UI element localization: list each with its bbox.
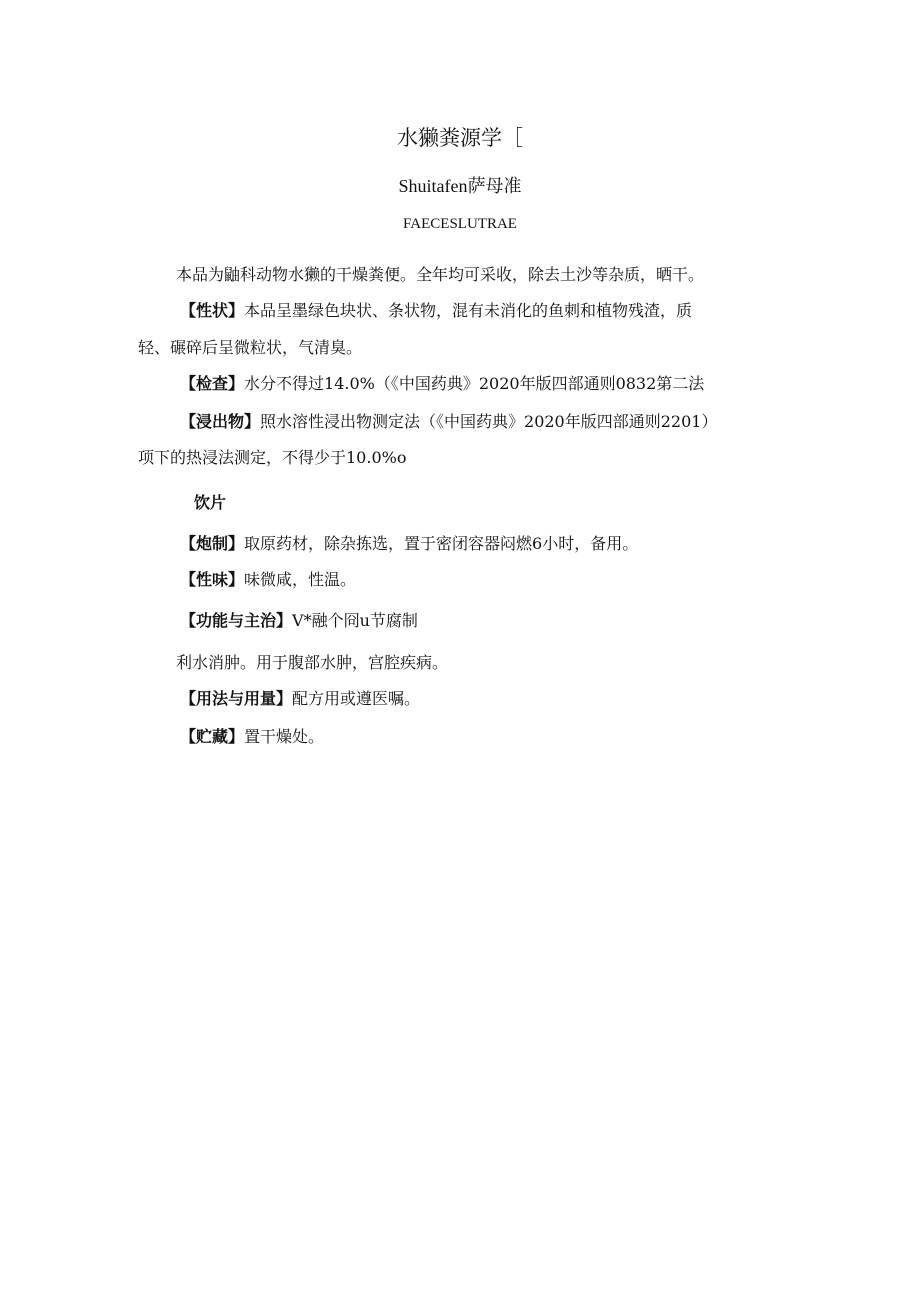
extract-paragraph (180, 411, 717, 433)
properties-text-line1: 本品呈墨绿色块状、条状物，混有未消化的鱼刺和植物残渣，质 (244, 301, 693, 320)
taste-text: 味微咸，性温。 (244, 570, 357, 589)
intro-text: 本品为鼬科动物水獭的干燥粪便。全年均可采收，除去土沙等杂质，晒干。 (176, 265, 705, 284)
pinyin-name: Shuitafen萨母准 (398, 176, 522, 196)
inspection-tag: 【检查】 (180, 374, 245, 393)
taste-tag: 【性味】 (180, 570, 245, 589)
extract-text-line1: 照水溶性浸出物测定法（《中国药典》2020年版四部通则2201） (260, 412, 718, 431)
extract-tag: 【浸出物】 (180, 412, 261, 431)
section-heading-text: 饮片 (194, 493, 227, 512)
function-text: V*融个冏u节腐制 (292, 611, 418, 630)
usage-paragraph (180, 688, 420, 710)
storage-text: 置干燥处。 (244, 727, 325, 746)
extract-line2 (138, 447, 406, 469)
inspection-text: 水分不得过14.0%（《中国药典》2020年版四部通则0832第二法 (244, 374, 705, 393)
function-detail-paragraph (176, 652, 448, 674)
taste-paragraph (180, 569, 356, 591)
inspection-paragraph (180, 373, 704, 395)
properties-paragraph (180, 300, 692, 322)
processing-text: 取原药材，除杂拣选，置于密闭容器闷燃6小时，备用。 (244, 534, 639, 553)
properties-text-line2: 轻、碾碎后呈微粒状，气清臭。 (138, 338, 363, 357)
function-paragraph (180, 610, 418, 632)
properties-tag: 【性状】 (180, 301, 245, 320)
section-heading (194, 492, 226, 514)
usage-text: 配方用或遵医嘱。 (292, 689, 421, 708)
function-tag: 【功能与主治】 (180, 611, 293, 630)
document-title: 水獭粪源学［ (397, 126, 523, 150)
usage-tag: 【用法与用量】 (180, 689, 293, 708)
extract-text-line2: 项下的热浸法测定，不得少于10.0%o (138, 448, 407, 467)
function-detail-text: 利水消肿。用于腹部水肿，宫腔疾病。 (176, 653, 449, 672)
intro-paragraph (176, 264, 704, 286)
processing-paragraph (180, 533, 638, 555)
processing-tag: 【炮制】 (180, 534, 245, 553)
properties-line2 (138, 337, 362, 359)
storage-paragraph (180, 726, 324, 748)
latin-name: FAECESLUTRAE (403, 216, 517, 232)
storage-tag: 【贮藏】 (180, 727, 245, 746)
